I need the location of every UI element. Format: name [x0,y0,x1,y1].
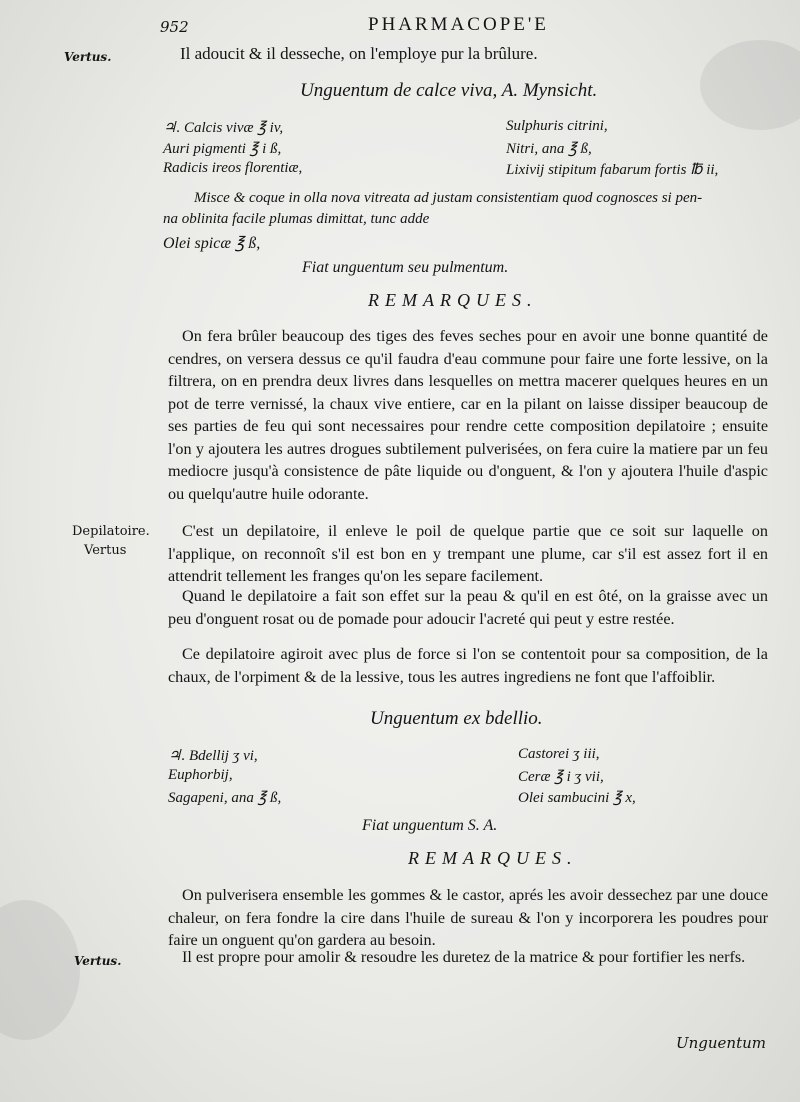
page-stain [700,40,800,130]
ingredient: ♃. Bdellij ʒ vi, [168,748,258,764]
remarks-heading: REMARQUES. [368,290,538,310]
ingredient: Nitri, ana ℥ ß, [506,141,592,157]
ingredient: Radicis ireos florentiæ, [163,160,303,176]
remark-paragraph: On fera brûler beaucoup des tiges des feves seches pour en avoir une bonne quantité de cendres, on versera dessus ce qu'il faudra d'eau commune pour faire une forte lessive, on la filtrera, on en prendra deux livres dans lesquelles on mettra macerer quelques heures en un pot de terre vernissé, la chaux vive entiere, car en la pilant on laisse dissiper beaucoup de ses parties de feu qui sont necessaires pour rendre cette composition depilatoire ; ensuite l'on y ajoutera les autres drogues subtilement pulverisées, on fera cuire la matiere par un feu mediocre jusqu'à consistence de pâte liquide ou d'onguent, & l'on y ajoutera l'huile d'aspic ou quelqu'autre huile odorante. [168,327,768,503]
instruction-line: Misce & coque in olla nova vitreata ad justam consistentiam quod cognosces si pen- [194,190,703,206]
catchword: Unguentum [675,1034,766,1052]
page-stain [0,900,80,1040]
margin-note-vertus: Vertus. [74,954,122,968]
instruction-line: Olei spicæ ℥ ß, [163,235,261,252]
remark-paragraph: Quand le depilatoire a fait son effet sur la peau & qu'il en est ôté, on la graisse avec un peu d'onguent rosat ou de pomade pour adoucir l'acreté qui peut y estre restée. [168,587,768,628]
intro-line: Il adoucit & il desseche, on l'employe pur la brûlure. [180,44,538,63]
fiat-line: Fiat unguentum S. A. [362,817,498,834]
ingredient: Sagapeni, ana ℥ ß, [168,790,282,806]
margin-note-vertus: Vertus [84,543,127,558]
ingredient: Lixivij stipitum fabarum fortis ℔ ii, [506,162,719,178]
ingredient: Ceræ ℥ i ʒ vii, [518,769,604,785]
remark-paragraph: C'est un depilatoire, il enleve le poil de quelque partie que ce soit sur laquelle on l'applique, on reconnoît s'il est bon en y trempant une plume, car s'il est assez fort il en attendrit tellement les franges qu'on les separe facilement. [168,522,768,585]
page-number: 952 [160,18,189,36]
remarks-heading: REMARQUES. [408,848,578,868]
ingredient: Castorei ʒ iii, [518,746,600,762]
ingredient: ♃. Calcis vivæ ℥ iv, [163,120,284,136]
ingredient: Olei sambucini ℥ x, [518,790,636,806]
running-title: PHARMACOPE'E [368,14,549,35]
ingredient: Sulphuris citrini, [506,118,608,134]
remark-paragraph: Il est propre pour amolir & resoudre les duretez de la matrice & pour fortifier les nerfs. [182,948,746,966]
recipe-title: Unguentum de calce viva, A. Mynsicht. [300,80,598,101]
recipe-title: Unguentum ex bdellio. [370,708,543,729]
margin-note-depilatoire: Depilatoire. [72,524,150,539]
ingredient: Auri pigmenti ℥ i ß, [163,141,282,157]
margin-note-vertus: Vertus. [64,50,112,64]
remark-paragraph: Ce depilatoire agiroit avec plus de force si l'on se contentoit pour sa composition, de la chaux, de l'orpiment & de la lessive, tous les autres ingrediens ne font que l'affoiblir. [168,645,768,686]
ingredient: Euphorbij, [168,767,233,783]
instruction-line: na oblinita facile plumas dimittat, tunc adde [163,211,430,227]
remark-paragraph: On pulverisera ensemble les gommes & le castor, aprés les avoir dessechez par une douce chaleur, on fera fondre la cire dans l'huile de sureau & l'on y incorporera les poudres pour faire un onguent qu'on gardera au besoin. [168,886,768,949]
fiat-line: Fiat unguentum seu pulmentum. [302,259,509,276]
